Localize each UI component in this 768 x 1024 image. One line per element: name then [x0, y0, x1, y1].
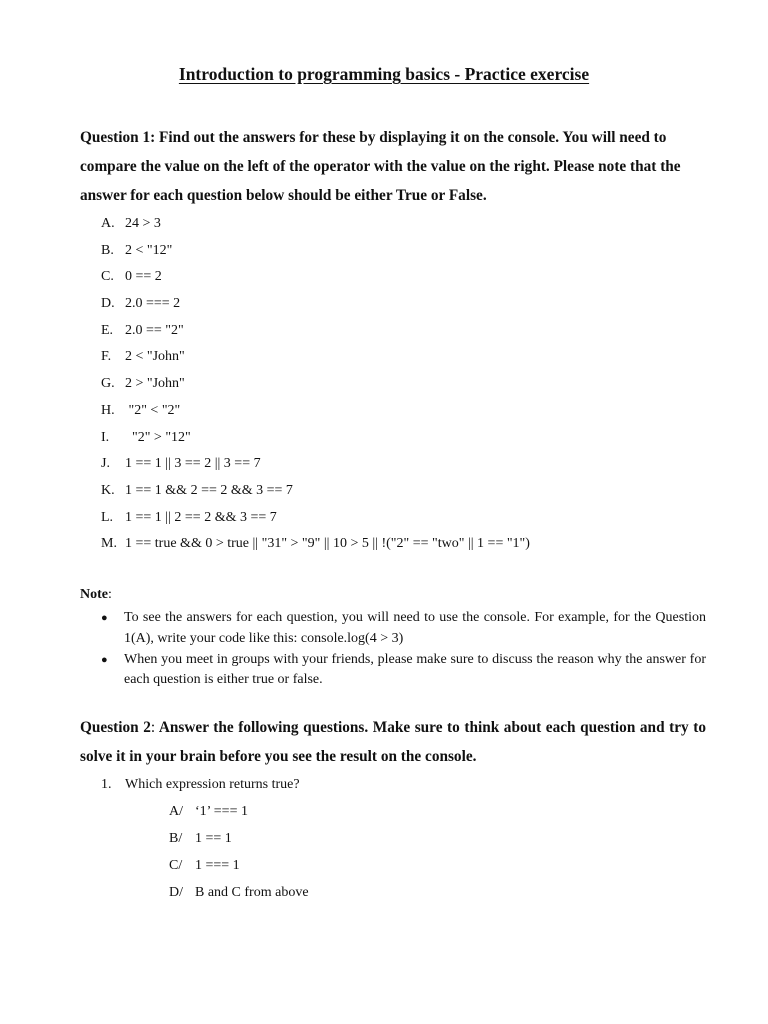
list-item — [101, 451, 530, 478]
list-item — [101, 211, 530, 238]
bullet-icon: ● — [101, 612, 108, 624]
option-letter: A/ — [169, 804, 183, 819]
question-2-label: Question 2 — [80, 719, 151, 736]
item-letter: G. — [101, 376, 115, 392]
note-list — [101, 608, 706, 691]
list-item — [101, 371, 530, 398]
item-expression: 1 == true && 0 > true || "31" > "9" || 10 > 5 || !("2" == "two" || 1 == "1") — [125, 536, 530, 552]
item-letter: E. — [101, 322, 114, 338]
option-text: 1 == 1 — [195, 831, 232, 846]
option-text: 1 === 1 — [195, 858, 240, 873]
item-letter: C. — [101, 269, 114, 285]
option-letter: B/ — [169, 831, 183, 846]
question-1-list — [101, 211, 530, 558]
question-2-prompt — [80, 713, 706, 771]
answer-option — [169, 879, 309, 906]
item-question: Which expression returns true? — [125, 777, 300, 792]
item-letter: M. — [101, 536, 117, 552]
item-expression: 2 > "John" — [125, 376, 185, 392]
item-expression: 2.0 == "2" — [125, 322, 184, 338]
question-2-text: Answer the following questions. Make sure to think about each question and try to solve it in your brain before you see the result on the console. — [80, 719, 706, 765]
option-text: B and C from above — [195, 885, 309, 900]
item-expression: 2.0 === 2 — [125, 296, 181, 312]
item-letter: D. — [101, 296, 115, 312]
question-2-colon: : — [150, 719, 156, 736]
note-text: To see the answers for each question, you will need to use the console. For example, for the Question 1(A), write your code like this: console.log(4 > 3) — [124, 610, 706, 646]
item-letter: F. — [101, 349, 112, 365]
option-letter: D/ — [169, 885, 183, 900]
item-number: 1. — [101, 777, 112, 792]
option-text: ‘1’ === 1 — [195, 804, 248, 819]
item-letter: A. — [101, 216, 115, 231]
note-item — [101, 650, 706, 691]
list-item — [101, 398, 530, 425]
item-expression: 2 < "12" — [125, 242, 173, 258]
item-expression: 1 == 1 && 2 == 2 && 3 == 7 — [125, 482, 293, 498]
note-item — [101, 608, 706, 649]
list-item — [101, 264, 530, 291]
answer-option — [169, 798, 309, 825]
answer-option — [169, 825, 309, 852]
note-label: Note — [80, 587, 108, 602]
note-heading — [80, 587, 112, 603]
list-item — [101, 505, 530, 532]
list-item — [101, 344, 530, 371]
item-letter: L. — [101, 509, 114, 525]
item-expression: 0 == 2 — [125, 269, 162, 285]
list-item — [101, 425, 530, 452]
note-colon: : — [108, 587, 112, 602]
item-letter: I. — [101, 429, 110, 445]
item-letter: H. — [101, 402, 115, 418]
bullet-icon: ● — [101, 653, 108, 666]
note-text: When you meet in groups with your friends, please make sure to discuss the reason why the answer for each question is either true or false. — [124, 651, 706, 687]
item-expression: 1 == 1 || 2 == 2 && 3 == 7 — [125, 509, 277, 525]
question-1-prompt: Question 1: Find out the answers for these by displaying it on the console. You will need to compare the value on the left of the operator with the value on the right. Please note that the answer for each question below should be either True or False. — [80, 129, 681, 204]
list-item — [101, 531, 530, 558]
item-expression: 2 < "John" — [125, 349, 185, 365]
item-expression: 1 == 1 || 3 == 2 || 3 == 7 — [125, 456, 261, 472]
item-expression: "2" < "2" — [125, 402, 181, 418]
item-letter: B. — [101, 242, 114, 258]
list-item — [101, 478, 530, 505]
item-letter: J. — [101, 456, 110, 472]
question-2-list — [101, 772, 300, 798]
list-item — [101, 772, 300, 798]
item-letter: K. — [101, 482, 115, 498]
list-item — [101, 318, 530, 345]
item-expression: "2" > "12" — [125, 429, 191, 445]
option-letter: C/ — [169, 858, 183, 873]
item-expression: 24 > 3 — [125, 216, 161, 231]
answer-option — [169, 852, 309, 879]
answer-options — [169, 798, 309, 906]
list-item — [101, 291, 530, 318]
page-title: Introduction to programming basics - Practice exercise — [178, 64, 590, 84]
list-item — [101, 238, 530, 265]
